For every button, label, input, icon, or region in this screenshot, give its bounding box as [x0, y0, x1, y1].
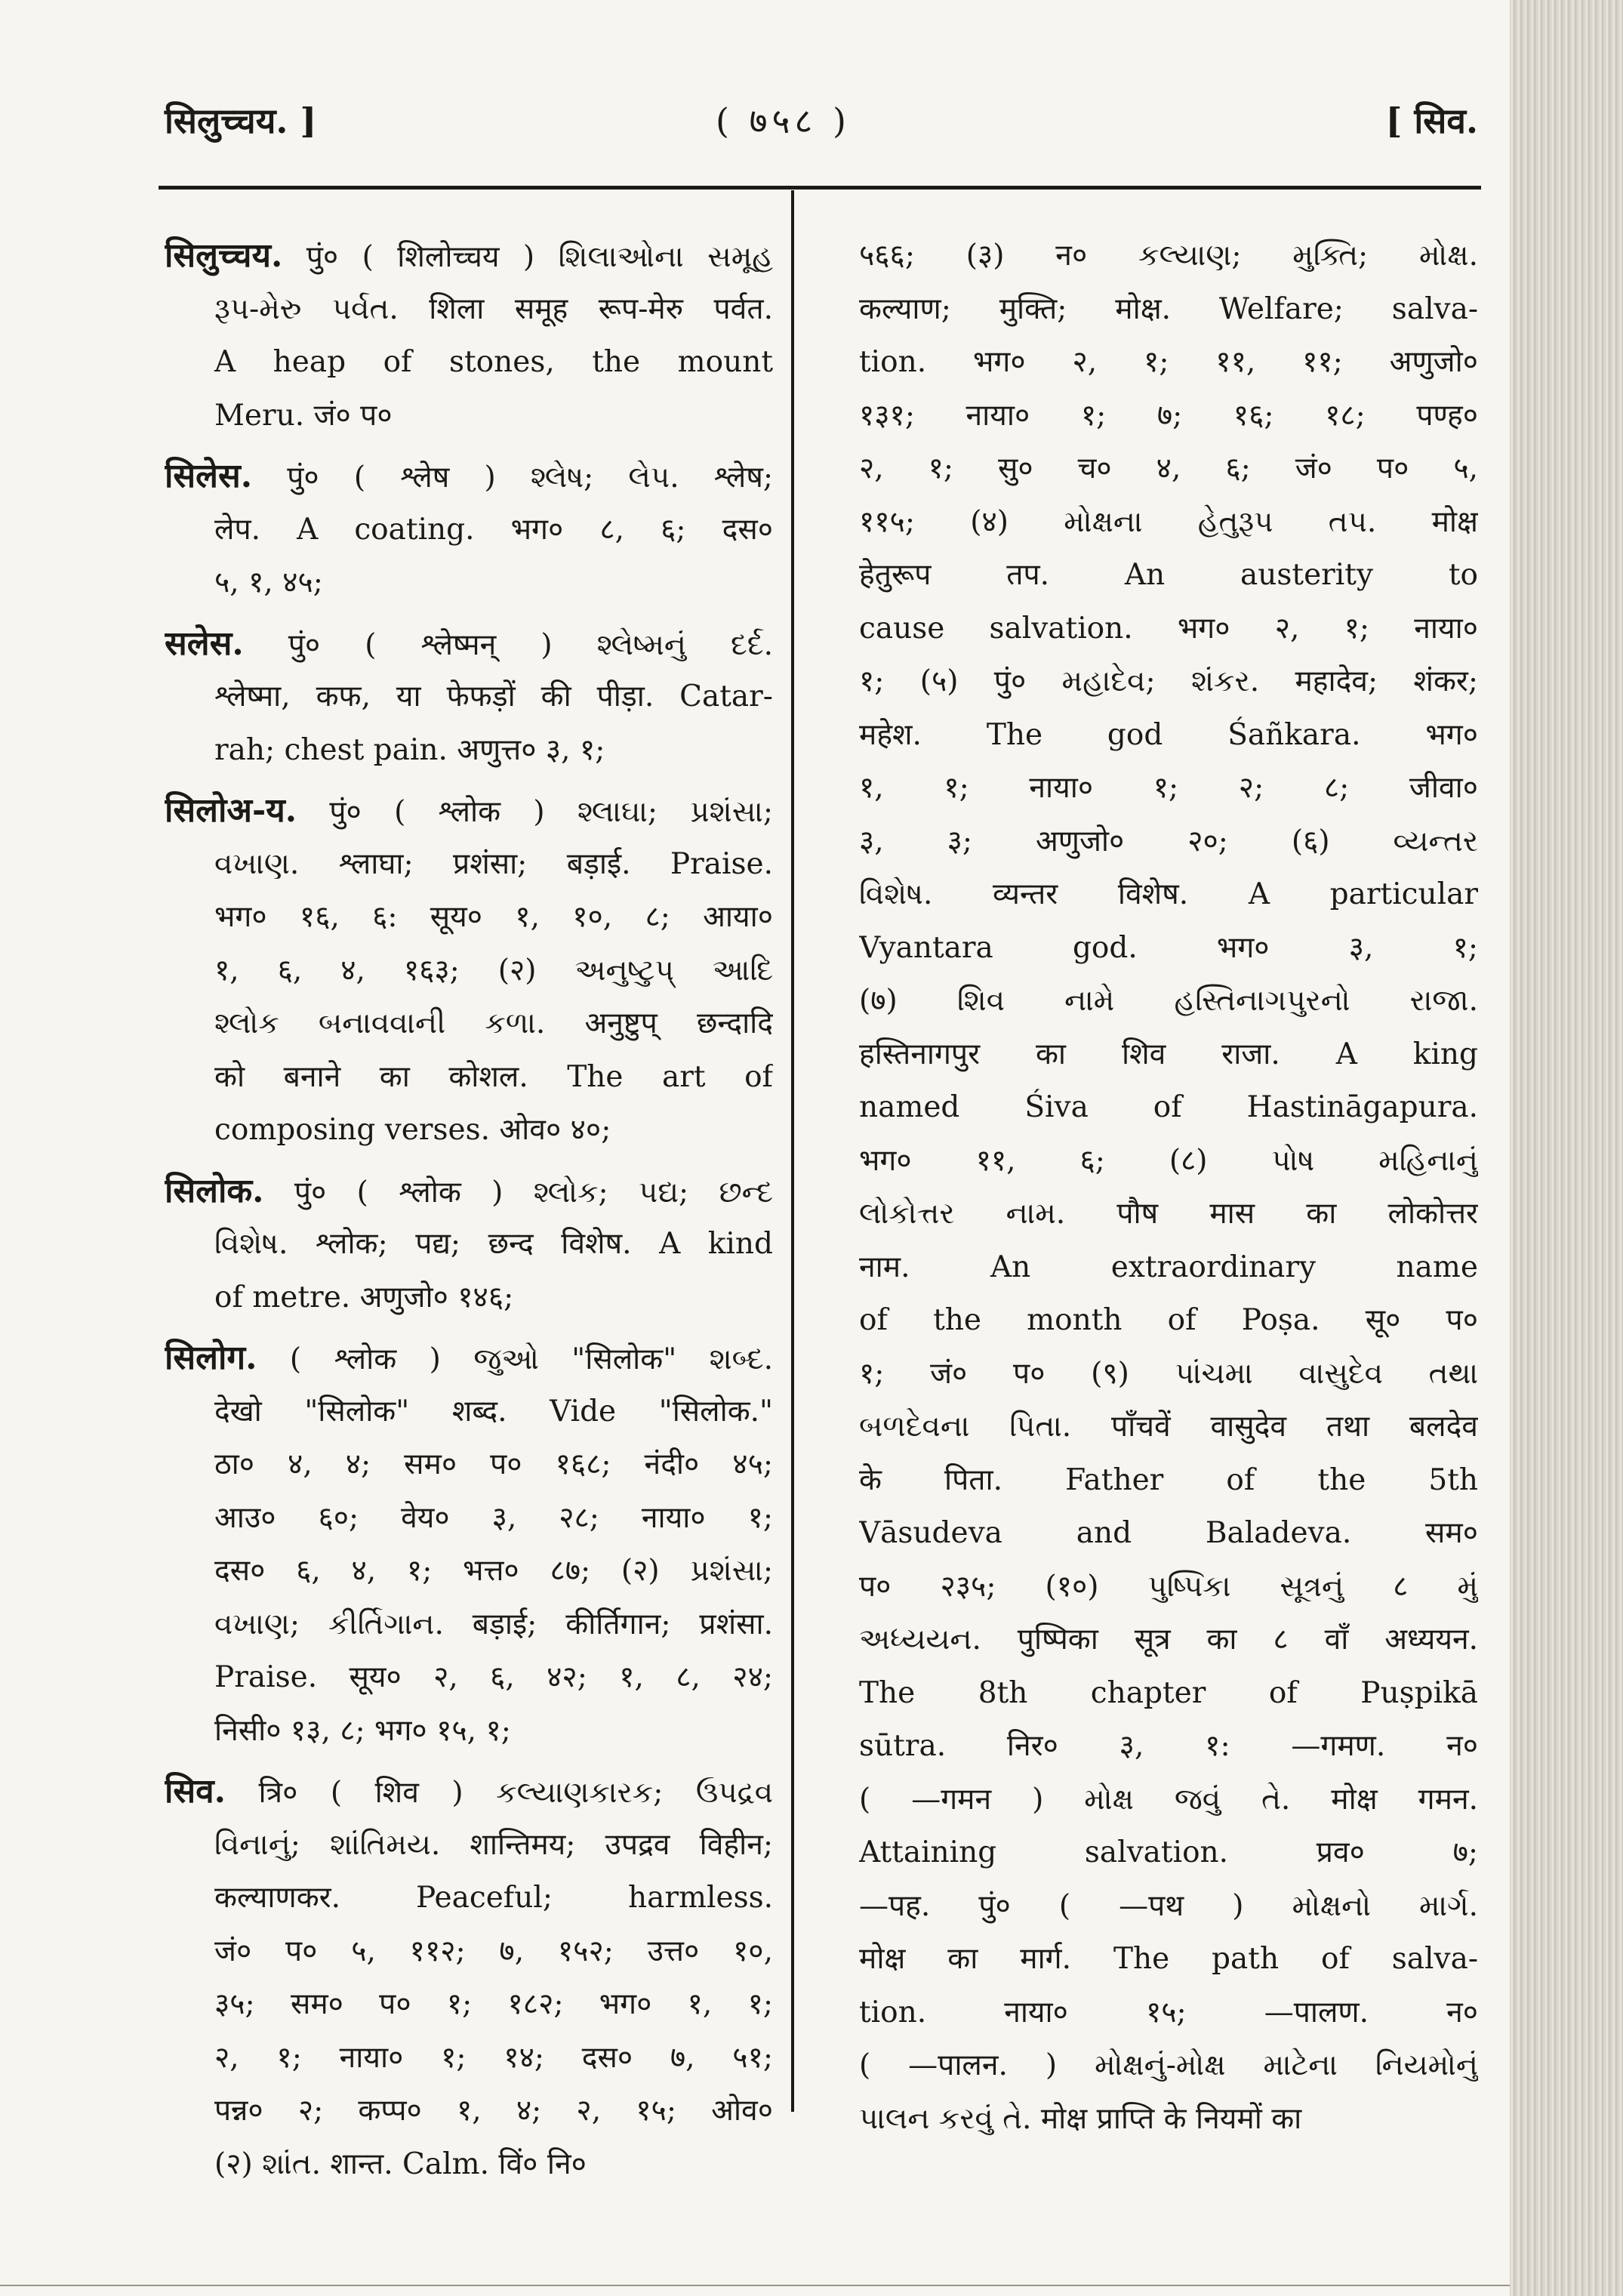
header-rule: [159, 186, 1481, 190]
entry-text: पन्न० २; कप्प० १, ४; २, १५; ओव०: [214, 2094, 773, 2128]
entry-line: [859, 868, 1478, 922]
entry-line: [859, 1826, 1478, 1880]
entry-line: [165, 1385, 773, 1439]
entry-text: हेतुरूप तप. An austerity to: [859, 558, 1478, 592]
entry-text: १३१; नाया० १; ७; १६; १८; पण्ह०: [859, 398, 1478, 433]
entry-text: લોકોત્તર નામ. पौष मास का लोकोत्तर: [859, 1197, 1478, 1231]
entry-gap: [165, 442, 773, 450]
entry-first-line: [165, 450, 773, 504]
entry-text: देखो "सिलोक" शब्द. Vide "सिलोक.": [214, 1394, 773, 1428]
entry-headword: सिव.: [165, 1772, 226, 1811]
entry-text: A heap of stones, the mount: [214, 345, 773, 379]
entry-line: [859, 1294, 1478, 1348]
entry-first-line: [165, 1165, 773, 1219]
entry-text: ( श्लोक ) જુઓ "सिलोक" શબ્દ.: [257, 1342, 773, 1376]
entry-text: અધ્યયન. पुष्पिका सूत्र का ८ वाँ अध्ययन.: [859, 1623, 1478, 1657]
entry-line: [859, 2039, 1478, 2093]
entry-line: [859, 1454, 1478, 1508]
entry-text: १, ६, ४, १६३; (२) અનુષ્ટુપ્ આદિ: [214, 953, 773, 988]
entry-text: त्रि० ( शिव ) કલ્યાણકારક; ઉપદ્રવ: [225, 1776, 773, 1810]
entry-text: The 8th chapter of Puṣpikā: [859, 1675, 1478, 1710]
entry-line: [859, 549, 1478, 603]
entry-gap: [165, 1324, 773, 1332]
entry-text: ५, १, ४५;: [214, 566, 323, 599]
entry-line: [859, 709, 1478, 763]
entry-line: [165, 390, 773, 443]
entry-first-line: [165, 618, 773, 671]
entry-gap: [165, 610, 773, 618]
entry-line: [165, 1651, 773, 1705]
entry-line: [165, 891, 773, 945]
entry-text: ५६६; (३) न० કલ્યાણ; મુક્તિ; મોક્ષ.: [859, 239, 1478, 273]
entry-line: [859, 390, 1478, 443]
entry-line: [165, 1271, 773, 1325]
entry-line: [859, 1667, 1478, 1721]
entry-line: [859, 603, 1478, 656]
entry-line: [859, 283, 1478, 337]
entry-text: मोक्ष का मार्ग. The path of salva-: [859, 1942, 1478, 1976]
entry-text: Attaining salvation. प्रव० ७;: [859, 1835, 1478, 1869]
entry-text: महेश. The god Śañkara. भग०: [859, 717, 1478, 752]
entry-line: [859, 975, 1478, 1028]
entry-text: कल्याणकर. Peaceful; harmless.: [214, 1881, 773, 1915]
entry-text: १; (५) पुं० મહાદેવ; શંકર. महादेव; शंकर;: [859, 664, 1478, 698]
entry-text: ( —पालन. ) મોક્ષનું-મોક્ષ માટેના નિયમોનું: [859, 2048, 1478, 2082]
entry-line: [859, 762, 1478, 815]
entry-line: [859, 1401, 1478, 1454]
entry-text: વખાણ. श्लाघा; प्रशंसा; बड़ाई. Praise.: [214, 846, 773, 881]
entry-line: [859, 1933, 1478, 1986]
entry-line: [165, 670, 773, 724]
entry-line: [859, 1081, 1478, 1135]
entry-headword: सिलोअ-य.: [165, 791, 297, 830]
entry-line: [165, 283, 773, 337]
entry-line: [165, 556, 773, 610]
page-number: ( ७५८ ): [716, 100, 851, 141]
entry-gap: [165, 1758, 773, 1765]
entry-line: [165, 1925, 773, 1979]
entry-first-line: [165, 1332, 773, 1385]
entry-line: [165, 1819, 773, 1872]
entry-gap: [165, 777, 773, 784]
entry-line: [859, 1880, 1478, 1934]
entry-line: [165, 336, 773, 390]
entry-line: [165, 1545, 773, 1598]
entry-text: tion. भग० २, १; ११, ११; अणुजो०: [859, 345, 1478, 379]
entry-line: [165, 504, 773, 557]
entry-text: १; जं० प० (९) પાંચમા વાસુદેવ તથા: [859, 1356, 1478, 1391]
entry-line: [165, 1598, 773, 1652]
entry-text: વિશેષ. श्लोक; पद्य; छन्द विशेष. A kind: [214, 1227, 773, 1261]
bottom-scan-line: [0, 2285, 1510, 2286]
entry-text: rah; chest pain. अणुत्त० ३, १;: [214, 732, 605, 767]
entry-line: [165, 2032, 773, 2085]
entry-text: पुं० ( श्लोक ) શ્લાઘા; પ્રશંસા;: [297, 795, 773, 829]
entry-first-line: [165, 784, 773, 838]
entry-line: [859, 230, 1478, 283]
entry-line: [165, 838, 773, 892]
entry-text: प० २३५; (१०) પુષ્પિકા સૂત્રનું ८ મું: [859, 1569, 1478, 1604]
entry-line: [165, 1492, 773, 1546]
entry-text: ३५; सम० प० १; १८२; भग० १, १;: [214, 1987, 773, 2021]
entry-line: [859, 1135, 1478, 1188]
right-column: [859, 230, 1478, 2146]
entry-headword: सिलोग.: [165, 1339, 257, 1377]
scan-edge-shadow: [1510, 0, 1623, 2296]
entry-text: हस्तिनागपुर का शिव राजा. A king: [859, 1037, 1478, 1071]
entry-text: दस० ६, ४, १; भत्त० ८७; (२) પ્રશંસા;: [214, 1554, 773, 1588]
entry-text: Meru. जं० प०: [214, 398, 393, 433]
entry-text: जं० प० ५, ११२; ७, १५२; उत्त० १०,: [214, 1934, 773, 1968]
entry-line: [859, 1241, 1478, 1295]
entry-text: ११५; (४) મોક્ષના હેતુરૂપ તપ. मोक्ष: [859, 504, 1478, 539]
entry-line: [859, 922, 1478, 975]
entry-line: [859, 1986, 1478, 2040]
entry-text: Praise. सूय० २, ६, ४२; १, ८, २४;: [214, 1660, 773, 1694]
entry-line: [165, 1218, 773, 1271]
entry-text: (२) શાંત. शान्त. Calm. विं० नि०: [214, 2147, 587, 2181]
left-column: [165, 230, 773, 2191]
entry-text: आउ० ६०; वेय० ३, २८; नाया० १;: [214, 1500, 773, 1535]
entry-text: tion. नाया० १५; —पालण. न०: [859, 1995, 1478, 2029]
entry-text: भग० ११, ६; (८) પોષ મહિનાનું: [859, 1143, 1478, 1178]
entry-line: [859, 2093, 1478, 2147]
entry-headword: सलेस.: [165, 624, 244, 663]
entry-headword: सिलोक.: [165, 1171, 264, 1210]
entry-text: (७) શિવ નામે હસ્તિનાગપુરનો રાજા.: [859, 984, 1478, 1018]
header-left-guideword: सिलुच्चय. ]: [165, 100, 317, 141]
entry-text: Vāsudeva and Baladeva. सम०: [859, 1516, 1478, 1550]
entry-text: लेप. A coating. भग० ८, ६; दस०: [214, 512, 773, 547]
entry-text: १, १; नाया० १; २; ८; जीवा०: [859, 771, 1478, 805]
entry-line: [859, 442, 1478, 496]
entry-text: of the month of Poṣa. सू० प०: [859, 1303, 1478, 1337]
entry-text: को बनाने का कोशल. The art of: [214, 1059, 773, 1094]
entry-text: २, १; नाया० १; १४; दस० ७, ५१;: [214, 2040, 773, 2075]
entry-line: [165, 1104, 773, 1157]
page-header: [165, 97, 1478, 149]
entry-text: વિનાનું; શાંતિમય. शान्तिमय; उपद्रव विहीन;: [214, 1827, 773, 1862]
entry-line: [165, 2138, 773, 2192]
entry-text: વિશેષ. व्यन्तर विशेष. A particular: [859, 877, 1478, 911]
entry-headword: सिलेस.: [165, 457, 253, 495]
entry-line: [859, 1720, 1478, 1774]
entry-line: [165, 2085, 773, 2138]
entry-text: पुं० ( श्लोक ) શ્લોક; પદ્ય; છન્દ: [263, 1175, 773, 1210]
entry-text: ( —गमन ) મોક્ષ જવું તે. मोक्ष गमन.: [859, 1782, 1478, 1817]
entry-text: composing verses. ओव० ४०;: [214, 1113, 611, 1147]
entry-line: [165, 1438, 773, 1492]
entry-first-line: [165, 230, 773, 283]
entry-text: श्लेष्मा, कफ, या फेफड़ों की पीड़ा. Catar-: [214, 680, 773, 713]
entry-line: [859, 655, 1478, 709]
entry-text: पुं० ( श्लेष ) શ્લેષ; લેપ. श्लेष;: [252, 461, 773, 495]
entry-first-line: [165, 1765, 773, 1819]
entry-line: [165, 1705, 773, 1758]
entry-line: [859, 336, 1478, 390]
entry-text: પાલન કરવું તે. मोक्ष प्राप्ति के नियमों का: [859, 2101, 1302, 2136]
entry-text: of metre. अणुजो० १४६;: [214, 1280, 514, 1314]
entry-text: नाम. An extraordinary name: [859, 1250, 1478, 1284]
entry-line: [165, 997, 773, 1051]
entry-text: —पह. पुं० ( —पथ ) મોક્ષનો માર્ગ.: [859, 1888, 1478, 1923]
entry-text: બળદેવના પિતા. पाँचवें वासुदेव तथा बलदेव: [859, 1410, 1478, 1444]
entry-line: [859, 1188, 1478, 1241]
entry-text: Vyantara god. भग० ३, १;: [859, 930, 1478, 965]
entry-text: sūtra. निर० ३, १: —गमण. न०: [859, 1729, 1478, 1763]
entry-text: २, १; सु० च० ४, ६; जं० प० ५,: [859, 451, 1478, 485]
entry-line: [859, 1507, 1478, 1561]
entry-line: [859, 496, 1478, 550]
entry-line: [859, 1028, 1478, 1082]
entry-line: [165, 945, 773, 998]
entry-text: ३, ३; अणुजो० २०; (६) વ્યન્તર: [859, 824, 1478, 858]
entry-line: [165, 1978, 773, 2032]
entry-text: के पिता. Father of the 5th: [859, 1462, 1478, 1497]
entry-line: [165, 1872, 773, 1925]
entry-line: [859, 1774, 1478, 1827]
entry-text: कल्याण; मुक्ति; मोक्ष. Welfare; salva-: [859, 291, 1478, 326]
entry-text: cause salvation. भग० २, १; नाया०: [859, 611, 1478, 646]
column-divider: [791, 190, 794, 2112]
entry-line: [165, 1051, 773, 1105]
entry-line: [859, 1613, 1478, 1667]
entry-text: રૂપ-મેરુ પર્વત. शिला समूह रूप-मेरु पर्वत.: [214, 291, 773, 326]
entry-text: निसी० १३, ८; भग० १५, १;: [214, 1713, 511, 1748]
entry-line: [165, 724, 773, 778]
entry-text: भग० १६, ६: सूय० १, १०, ८; आया०: [214, 900, 773, 934]
entry-line: [859, 1561, 1478, 1614]
entry-text: વખાણ; કીર્તિગાન. बड़ाई; कीर्तिगान; प्रशंसा.: [214, 1607, 773, 1641]
entry-line: [859, 815, 1478, 869]
entry-text: named Śiva of Hastināgapura.: [859, 1090, 1478, 1124]
entry-gap: [165, 1157, 773, 1165]
entry-text: શ્લોક બનાવવાની કળા. अनुष्टुप् छन्दादि: [214, 1006, 773, 1040]
entry-text: ठा० ४, ४; सम० प० १६८; नंदी० ४५;: [214, 1447, 773, 1481]
header-right-guideword: [ सिव.: [1385, 100, 1478, 141]
entry-text: पुं० ( श्लेष्मन् ) શ્લેષ્મનું દર્દ.: [243, 627, 773, 662]
entry-headword: सिलुच्चय.: [165, 236, 283, 275]
entry-line: [859, 1348, 1478, 1401]
entry-text: पुं० ( शिलोच्चय ) શિલાઓના સમૂહ: [282, 240, 773, 274]
